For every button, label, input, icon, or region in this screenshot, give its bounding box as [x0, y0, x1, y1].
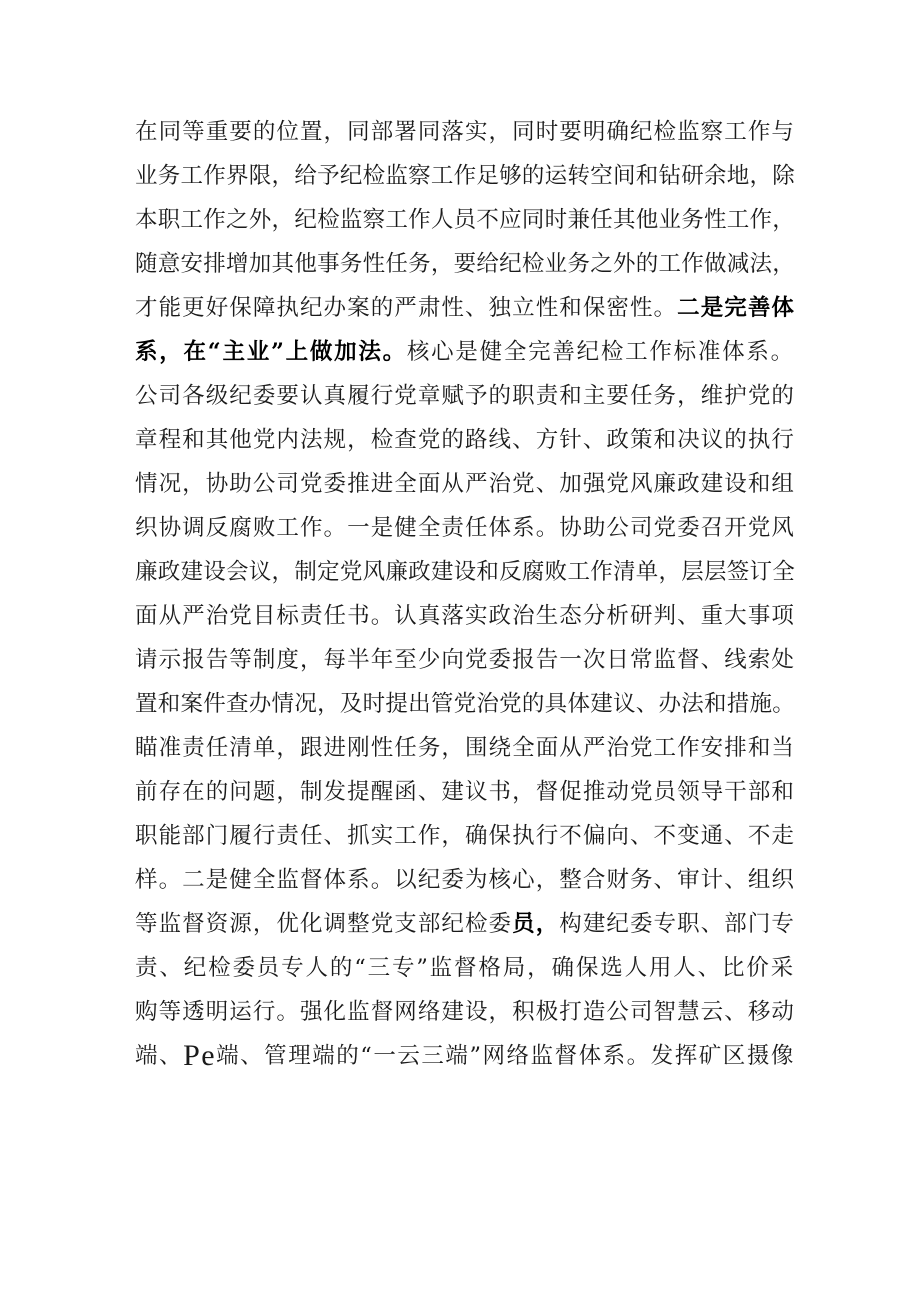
text-line [135, 110, 795, 154]
line-text: 端、管理端的“一云三端”网络监督体系。发挥矿区摄像 [216, 1043, 795, 1069]
bold-heading-text: 二是完善体 [677, 295, 795, 321]
line-text: 请示报告等制度，每半年至少向党委报告一次日常监督、线索处 [135, 647, 795, 673]
text-line [135, 770, 795, 814]
text-line [135, 550, 795, 594]
text-line [135, 418, 795, 462]
text-line [135, 990, 795, 1034]
text-line [135, 198, 795, 242]
line-text: 购等透明运行。强化监督网络建设，积极打造公司智慧云、移动 [135, 999, 795, 1025]
text-line [135, 682, 795, 726]
text-line [135, 594, 795, 638]
line-text: 情况，协助公司党委推进全面从严治党、加强党风廉政建设和组 [135, 471, 795, 497]
line-text: 责、纪检委员专人的“三专”监督格局，确保选人用人、比价采 [135, 955, 796, 981]
text-line [135, 902, 795, 946]
text-line [135, 330, 795, 374]
line-text: 构建纪委专职、部门专 [559, 911, 795, 937]
line-text: 章程和其他党内法规，检查党的路线、方针、政策和决议的执行 [135, 427, 795, 453]
pe-text: Pe [183, 1039, 217, 1072]
line-text: 样。二是健全监督体系。以纪委为核心，整合财务、审计、组织 [135, 867, 795, 893]
text-line [135, 858, 795, 902]
line-text: 本职工作之外，纪检监察工作人员不应同时兼任其他业务性工作， [135, 207, 796, 233]
text-line [135, 726, 795, 770]
line-text: 置和案件查办情况，及时提出管党治党的具体建议、办法和措施。 [135, 691, 796, 717]
line-text: 公司各级纪委要认真履行党章赋予的职责和主要任务，维护党的 [135, 383, 795, 409]
text-line [135, 946, 795, 990]
line-text: 等监督资源，优化调整党支部纪检委 [135, 911, 513, 937]
line-text: 业务工作界限，给予纪检监察工作足够的运转空间和钻研余地，除 [135, 163, 796, 189]
line-text: 端、 [135, 1043, 184, 1069]
text-line [135, 638, 795, 682]
bold-text: 员， [512, 911, 560, 937]
line-text: 随意安排增加其他事务性任务，要给纪检业务之外的工作做减法， [135, 251, 796, 277]
line-text: 才能更好保障执纪办案的严肃性、独立性和保密性。 [135, 295, 678, 321]
line-text: 在同等重要的位置，同部署同落实，同时要明确纪检监察工作与 [135, 119, 795, 145]
body-text [135, 110, 795, 1078]
bold-heading-text: 系，在“主业”上做加法。 [135, 339, 407, 365]
text-line [135, 374, 795, 418]
line-text: 前存在的问题，制发提醒函、建议书，督促推动党员领导干部和 [135, 779, 795, 805]
text-line [135, 1034, 795, 1078]
text-line [135, 242, 795, 286]
line-text: 瞄准责任清单，跟进刚性任务，围绕全面从严治党工作安排和当 [135, 735, 795, 761]
text-line [135, 462, 795, 506]
text-line [135, 286, 795, 330]
line-text: 廉政建设会议，制定党风廉政建设和反腐败工作清单，层层签订全 [135, 559, 796, 585]
line-text: 织协调反腐败工作。一是健全责任体系。协助公司党委召开党风 [135, 515, 795, 541]
text-line [135, 154, 795, 198]
text-line [135, 506, 795, 550]
text-line [135, 814, 795, 858]
line-text: 核心是健全完善纪检工作标准体系。 [406, 339, 795, 365]
line-text: 面从严治党目标责任书。认真落实政治生态分析研判、重大事项 [135, 603, 795, 629]
line-text: 职能部门履行责任、抓实工作，确保执行不偏向、不变通、不走 [135, 823, 795, 849]
